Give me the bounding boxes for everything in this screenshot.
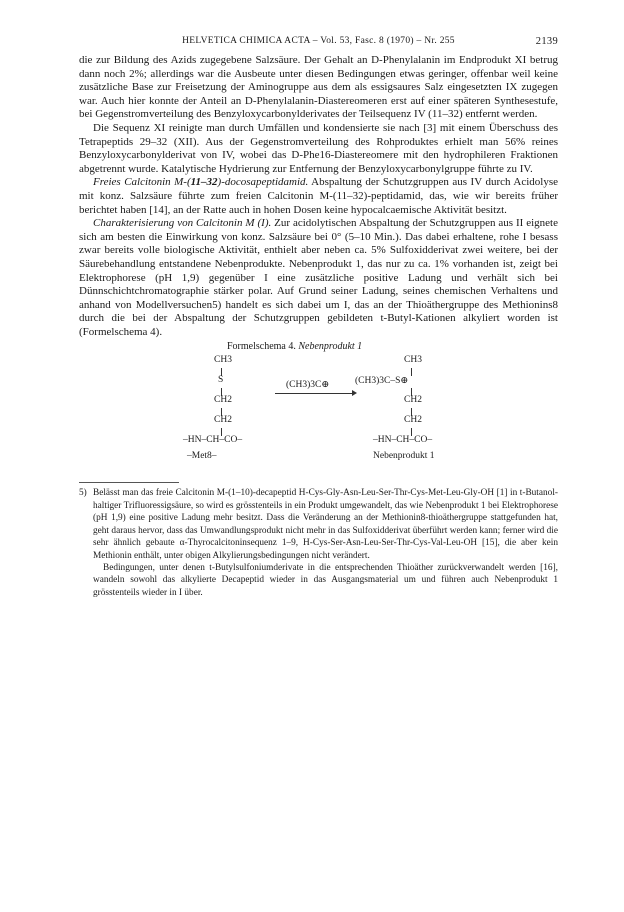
right-ch2-a: CH2 [404, 395, 422, 406]
section-title-characterisation: Charakterisierung von Calcitonin M (I). [93, 217, 272, 230]
paragraph-4 [79, 217, 558, 339]
section-title-free-calcitonin: Freies Calcitonin M-(11–32)-docosapeptidamid. [93, 176, 309, 189]
bond [411, 368, 412, 376]
journal-page [79, 36, 558, 599]
right-label: Nebenprodukt 1 [373, 451, 435, 462]
left-ch3: CH3 [214, 355, 232, 366]
right-sulfur: (CH3)3C–S⊕ [355, 376, 409, 387]
footnote-rule [79, 482, 179, 483]
left-sulfur: S [218, 375, 224, 386]
paragraph-3 [79, 176, 558, 217]
running-title: HELVETICA CHIMICA ACTA – Vol. 53, Fasc. 8 (1970) – Nr. 255 [182, 36, 455, 46]
paragraph-4-text: Zur acidolytischen Abspaltung der Schutzgruppen aus II eignete sich am besten die Einwirkung von konz. Salzsäure bei 0° (5–10 Min.). Das dabei erhaltene, rohe I besass zwar bereits volle biologische Aktivität, enthielt aber neben ca. 5% Sulfoxidderivat zwei weitere, bei der Säurebehandlung entstandene Nebenprodukte. Nebenprodukt 1, das nur zu ca. 1% vorhanden ist, zeigt bei Elektrophorese (pH 1,9) gegenüber I eine zusätzliche positive Ladung und verhält sich bei Dünnschichtchromatographie stärker polar. Auf Grund seiner Ladung, seines chemischen Verhaltens und anhand von Modellversuchen5) handelt es sich dabei um I, das an der Thioäthergruppe des Methionins8 durch die bei der Abspaltung der Schutzgruppen gebildeten t-Butyl-Kationen alkyliert worden ist (Formelschema 4). [79, 217, 558, 338]
paragraph-3-text: Abspaltung der Schutzgruppen aus IV durch Acidolyse mit konz. Salzsäure führte zum freien Calcitonin M-(11–32)-peptidamid, das, wie wir bereits früher berichtet haben [14], an der Ratte auch in hohen Dosen keine hypocalcaemische Aktivität besitzt. [79, 176, 558, 216]
right-ch2-b: CH2 [404, 415, 422, 426]
footnote-mark: 5) [79, 488, 87, 499]
left-backbone: –HN–CH–CO– [183, 435, 243, 446]
paragraph-1: die zur Bildung des Azids zugegebene Salzsäure. Der Gehalt an D-Phenylalanin im Endprodukt XI betrug dann noch 2%; allerdings war die Ausbeute unter diesen Bedingungen etwas geringer, offenbar weil keine zusätzliche Base zur Freisetzung der Aminogruppe aus dem als essigsaures Salz eingesetzten IX zugegen war. Auch hier konnte der Anteil an D-Phenylalanin-Diastereomeren erst auf einer späteren Synthesestufe, bei Gegenstromverteilung des Benzyloxycarbonylderivates der Teilsequenz IV (11–32) entfernt werden. [79, 54, 558, 121]
footnote-5-text: Belässt man das freie Calcitonin M-(1–10)-decapeptid H-Cys-Gly-Asn-Leu-Ser-Thr-Cys-Met-Leu-Gly-OH [1] in t-Butanol-haltiger Trifluoressigsäure, so wird es grösstenteils in ein Produkt umgewandelt, das wie Nebenprodukt 1 bei Elektrophorese (pH 1,9) eine positive Ladung mehr besitzt. Dass die Veränderung an der Methionin8-thioäthergruppe stattgefunden hat, geht daraus hervor, dass das Umwandlungsprodukt nicht mehr in das Sulfoxidderivat überführt werden kann; ferner wird die sehr ähnlich gebaute α-Thyrocalcitoninsequenz 1–9, H-Cys-Ser-Asn-Leu-Ser-Thr-Cys-Val-Leu-OH [15], die aber kein Methionin enthält, unter obigen Alkylierungsbedingungen nicht verändert. [93, 488, 558, 561]
formula-scheme [79, 341, 558, 478]
scheme-caption: Formelschema 4. Nebenprodukt 1 [227, 341, 363, 353]
reaction-arrow [275, 393, 353, 394]
left-ch2-a: CH2 [214, 395, 232, 406]
right-ch3: CH3 [404, 355, 422, 366]
reagent: (CH3)3C⊕ [286, 380, 330, 391]
left-label: –Met8– [187, 451, 217, 462]
footnote-5 [79, 487, 558, 561]
footnote-5-continued: Bedingungen, unter denen t-Butylsulfoniumderivate in die entsprechenden Thioäther zurückverwandelt werden [16], wandeln sowohl das alkylierte Decapeptid wieder in das Ausgangsmaterial um und führen auch Nebenprodukt 1 grösstenteils wieder in I über. [93, 562, 558, 598]
main-text [79, 54, 558, 339]
page-number: 2139 [535, 36, 558, 47]
right-backbone: –HN–CH–CO– [373, 435, 433, 446]
page-header [79, 36, 558, 54]
left-ch2-b: CH2 [214, 415, 232, 426]
paragraph-2: Die Sequenz XI reinigte man durch Umfällen und kondensierte sie nach [3] mit einem Überschuss des Tetrapeptids 29–32 (XII). Aus der Gegenstromverteilung des Rohproduktes erhielt man 56% reines Benzyloxycarbonylderivat von IV, wobei das D-Phe16-Diastereomere mit den hydrophileren Fraktionen abgetrennt wurde. Katalytische Hydrierung zur Entfernung der Benzyloxycarbonylgruppe führte zu IV. [79, 121, 558, 175]
